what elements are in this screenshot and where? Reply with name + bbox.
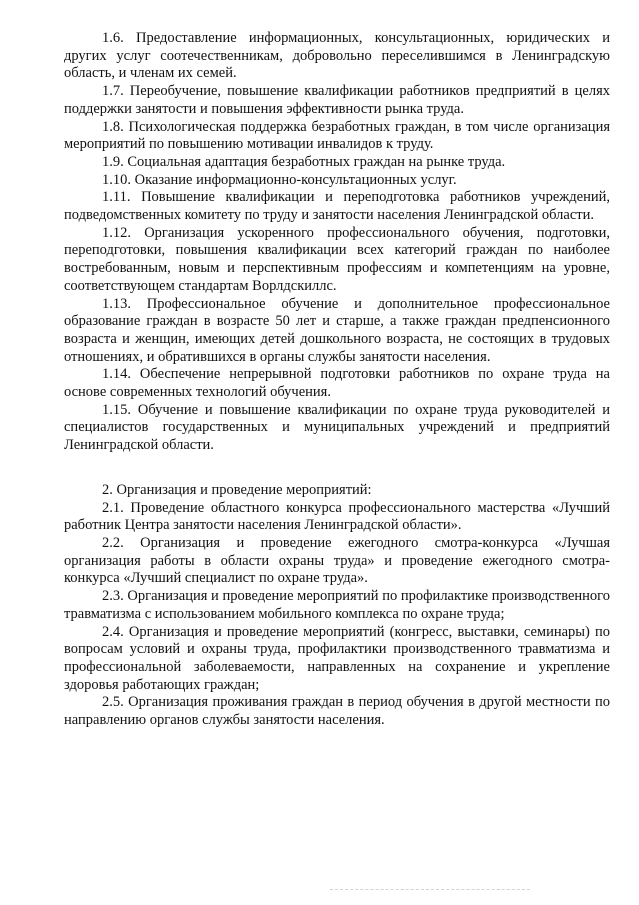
item-1-11: 1.11. Повышение квалификации и переподготовка работников учреждений, подведомственных комитету по труду и занятости населения Ленинградской области.	[64, 189, 610, 224]
item-1-6: 1.6. Предоставление информационных, консультационных, юридических и других услуг соотечественникам, добровольно переселившимся в Ленинградскую область, и членам их семей.	[64, 30, 610, 82]
item-2-3: 2.3. Организация и проведение мероприятий по профилактике производственного травматизма с использованием мобильного комплекса по охране труда;	[64, 588, 610, 622]
item-1-9: 1.9. Социальная адаптация безработных граждан на рынке труда.	[102, 153, 506, 170]
section-2	[64, 482, 610, 730]
item-1-8: 1.8. Психологическая поддержка безработных граждан, в том числе организация мероприятий по повышению мотивации инвалидов к труду.	[64, 118, 610, 153]
item-1-7: 1.7. Переобучение, повышение квалификации работников предприятий в целях поддержки занятости и повышения эффективности рынка труда.	[64, 83, 610, 117]
scan-edge-line	[330, 889, 530, 890]
item-1-12: 1.12. Организация ускоренного профессионального обучения, подготовки, переподготовки, повышения квалификации всех категорий граждан по наиболее востребованным, новым и перспективным профессиям и компетенциям на уровне, соответствующем стандартам Ворлдскиллс.	[64, 224, 610, 294]
document-page	[64, 30, 610, 730]
section-gap	[64, 455, 610, 482]
item-1-13: 1.13. Профессиональное обучение и дополнительное профессиональное образование граждан в возрасте 50 лет и старше, а также граждан предпенсионного возраста и женщин, имеющих детей дошкольного возраста, не состоящих в трудовых отношениях, и обратившихся в органы службы занятости населения.	[64, 295, 610, 365]
item-2-4: 2.4. Организация и проведение мероприятий (конгресс, выставки, семинары) по вопросам условий и охраны труда, профилактики производственного травматизма и профессиональной заболеваемости, направленных на сохранение и укрепление здоровья работающих граждан;	[64, 623, 610, 693]
item-2-5: 2.5. Организация проживания граждан в период обучения в другой местности по направлению органов службы занятости населения.	[64, 694, 610, 729]
section-1-list	[64, 30, 610, 455]
item-1-10: 1.10. Оказание информационно-консультационных услуг.	[102, 171, 457, 188]
item-2-2: 2.2. Организация и проведение ежегодного смотра-конкурса «Лучшая организация работы в области охраны труда» и проведение ежегодного смотра-конкурса «Лучший специалист по охране труда».	[64, 534, 610, 587]
section-2-heading: 2. Организация и проведение мероприятий:	[102, 481, 372, 498]
item-1-14: 1.14. Обеспечение непрерывной подготовки работников по охране труда на основе современных технологий обучения.	[64, 366, 610, 401]
item-1-15: 1.15. Обучение и повышение квалификации по охране труда руководителей и специалистов государственных и муниципальных учреждений и предприятий Ленинградской области.	[64, 401, 610, 454]
item-2-1: 2.1. Проведение областного конкурса профессионального мастерства «Лучший работник Центра занятости населения Ленинградской области».	[64, 499, 610, 534]
